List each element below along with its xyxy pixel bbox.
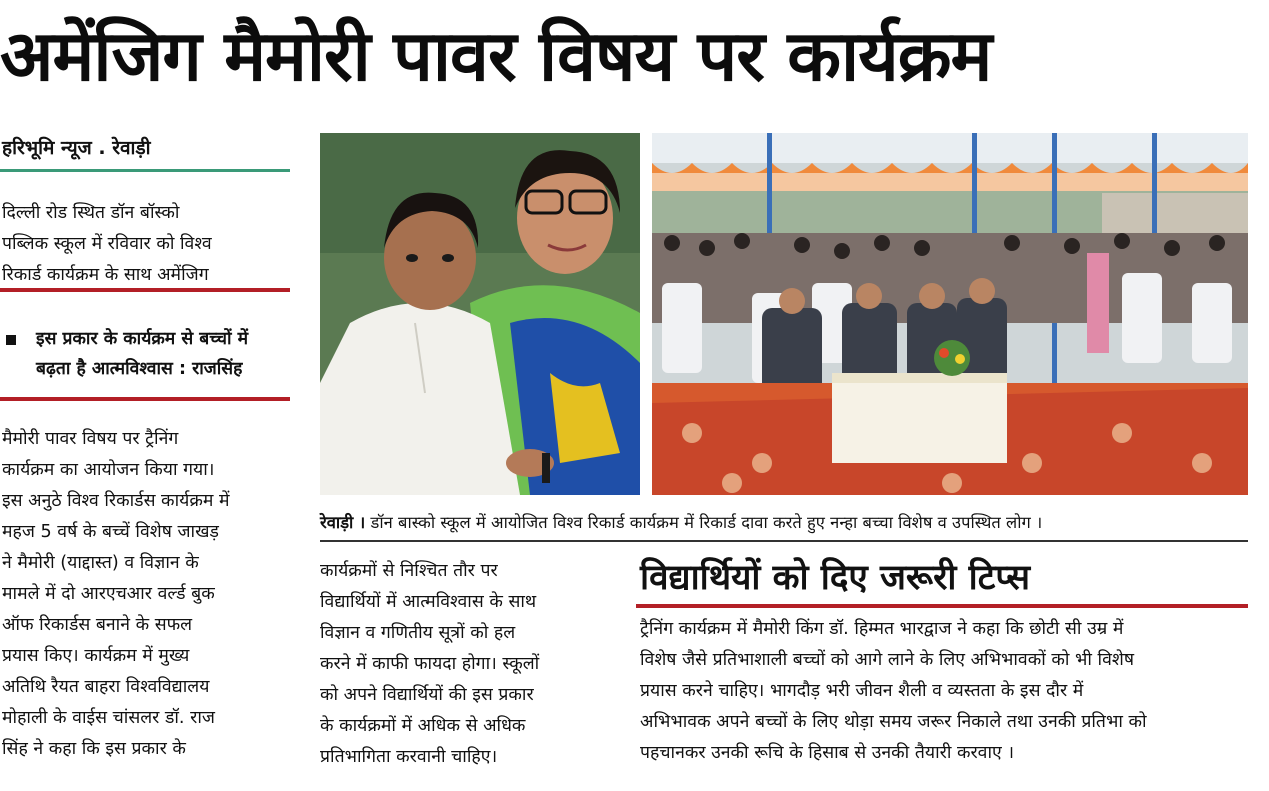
body-line: करने में काफी फायदा होगा। स्कूलों <box>320 654 540 674</box>
body-line: कार्यक्रम का आयोजन किया गया। <box>2 460 215 480</box>
body-line: विद्यार्थियों में आत्मविश्वास के साथ <box>320 592 537 612</box>
bullet-square-icon <box>6 335 16 345</box>
subhead-line: बढ़ता है आत्मविश्वास : राजसिंह <box>36 359 243 379</box>
photo-event-crowd-image <box>652 133 1248 495</box>
subhead-rule <box>0 397 290 401</box>
intro-line: रिकार्ड कार्यक्रम के साथ अमेंजिग <box>2 265 209 285</box>
body-line: विज्ञान व गणितीय सूत्रों को हल <box>320 623 516 643</box>
body-line: अभिभावक अपने बच्चों के लिए थोड़ा समय जरूर निकाले तथा उनकी प्रतिभा को <box>640 712 1147 732</box>
caption-rule <box>320 540 1248 542</box>
body-line: महज 5 वर्ष के बच्चें विशेष जाखड़ <box>2 522 219 542</box>
body-line: ने मैमोरी (याद्दास्त) व विज्ञान के <box>2 553 199 573</box>
body-line: प्रयास किए। कार्यक्रम में मुख्य <box>2 646 190 666</box>
column1-body <box>2 424 290 765</box>
body-line: मामले में दो आरएचआर वर्ल्ड बुक <box>2 584 215 604</box>
intro-line: दिल्ली रोड स्थित डॉन बॉस्को <box>2 203 180 223</box>
body-line: मोहाली के वाईस चांसलर डॉ. राज <box>2 708 215 728</box>
caption-place: रेवाड़ी । <box>320 513 366 532</box>
intro-rule <box>0 288 290 292</box>
body-line: ऑफ रिकार्डस बनाने के सफल <box>2 615 193 635</box>
intro-paragraph <box>2 198 290 291</box>
photo-boy-and-woman-image <box>320 133 640 495</box>
headline: अमेंजिग मैमोरी पावर विषय पर कार्यक्रम <box>0 15 992 97</box>
body-line: इस अनुठे विश्व रिकार्डस कार्यक्रम में <box>2 491 230 511</box>
body-line: सिंह ने कहा कि इस प्रकार के <box>2 739 186 759</box>
body-line: अतिथि रैयत बाहरा विश्वविद्यालय <box>2 677 210 697</box>
body-line: प्रयास करने चाहिए। भागदौड़ भरी जीवन शैली व व्यस्तता के इस दौर में <box>640 681 1084 701</box>
byline: हरिभूमि न्यूज . रेवाड़ी <box>2 137 151 159</box>
photo-boy-and-woman <box>320 133 640 495</box>
tips-rule <box>636 604 1248 608</box>
photo-event-crowd <box>652 133 1248 495</box>
photo-caption <box>320 510 1260 533</box>
column2-body <box>320 556 612 773</box>
tips-body <box>640 614 1240 769</box>
subhead <box>2 324 290 384</box>
tips-heading: विद्यार्थियों को दिए जरूरी टिप्स <box>640 558 1031 598</box>
body-line: मैमोरी पावर विषय पर ट्रैनिंग <box>2 429 179 449</box>
body-line: को अपने विद्यार्थियों की इस प्रकार <box>320 685 534 705</box>
body-line: प्रतिभागिता करवानी चाहिए। <box>320 747 498 767</box>
body-line: कार्यक्रमों से निश्चित तौर पर <box>320 561 498 581</box>
intro-line: पब्लिक स्कूल में रविवार को विश्व <box>2 234 212 254</box>
body-line: विशेष जैसे प्रतिभाशाली बच्चों को आगे लाने के लिए अभिभावकों को भी विशेष <box>640 650 1135 670</box>
body-line: पहचानकर उनकी रूचि के हिसाब से उनकी तैयारी करवाए । <box>640 743 1015 763</box>
caption-text: डॉन बास्को स्कूल में आयोजित विश्व रिकार्ड कार्यक्रम में रिकार्ड दावा करते हुए नन्हा बच्चा विशेष व उपस्थित लोग । <box>370 513 1043 532</box>
byline-rule <box>0 169 290 172</box>
subhead-line: इस प्रकार के कार्यक्रम से बच्चों में <box>36 329 249 349</box>
body-line: ट्रैनिंग कार्यक्रम में मैमोरी किंग डॉ. हिम्मत भारद्वाज ने कहा कि छोटी सी उम्र में <box>640 619 1124 639</box>
body-line: के कार्यक्रमों में अधिक से अधिक <box>320 716 526 736</box>
